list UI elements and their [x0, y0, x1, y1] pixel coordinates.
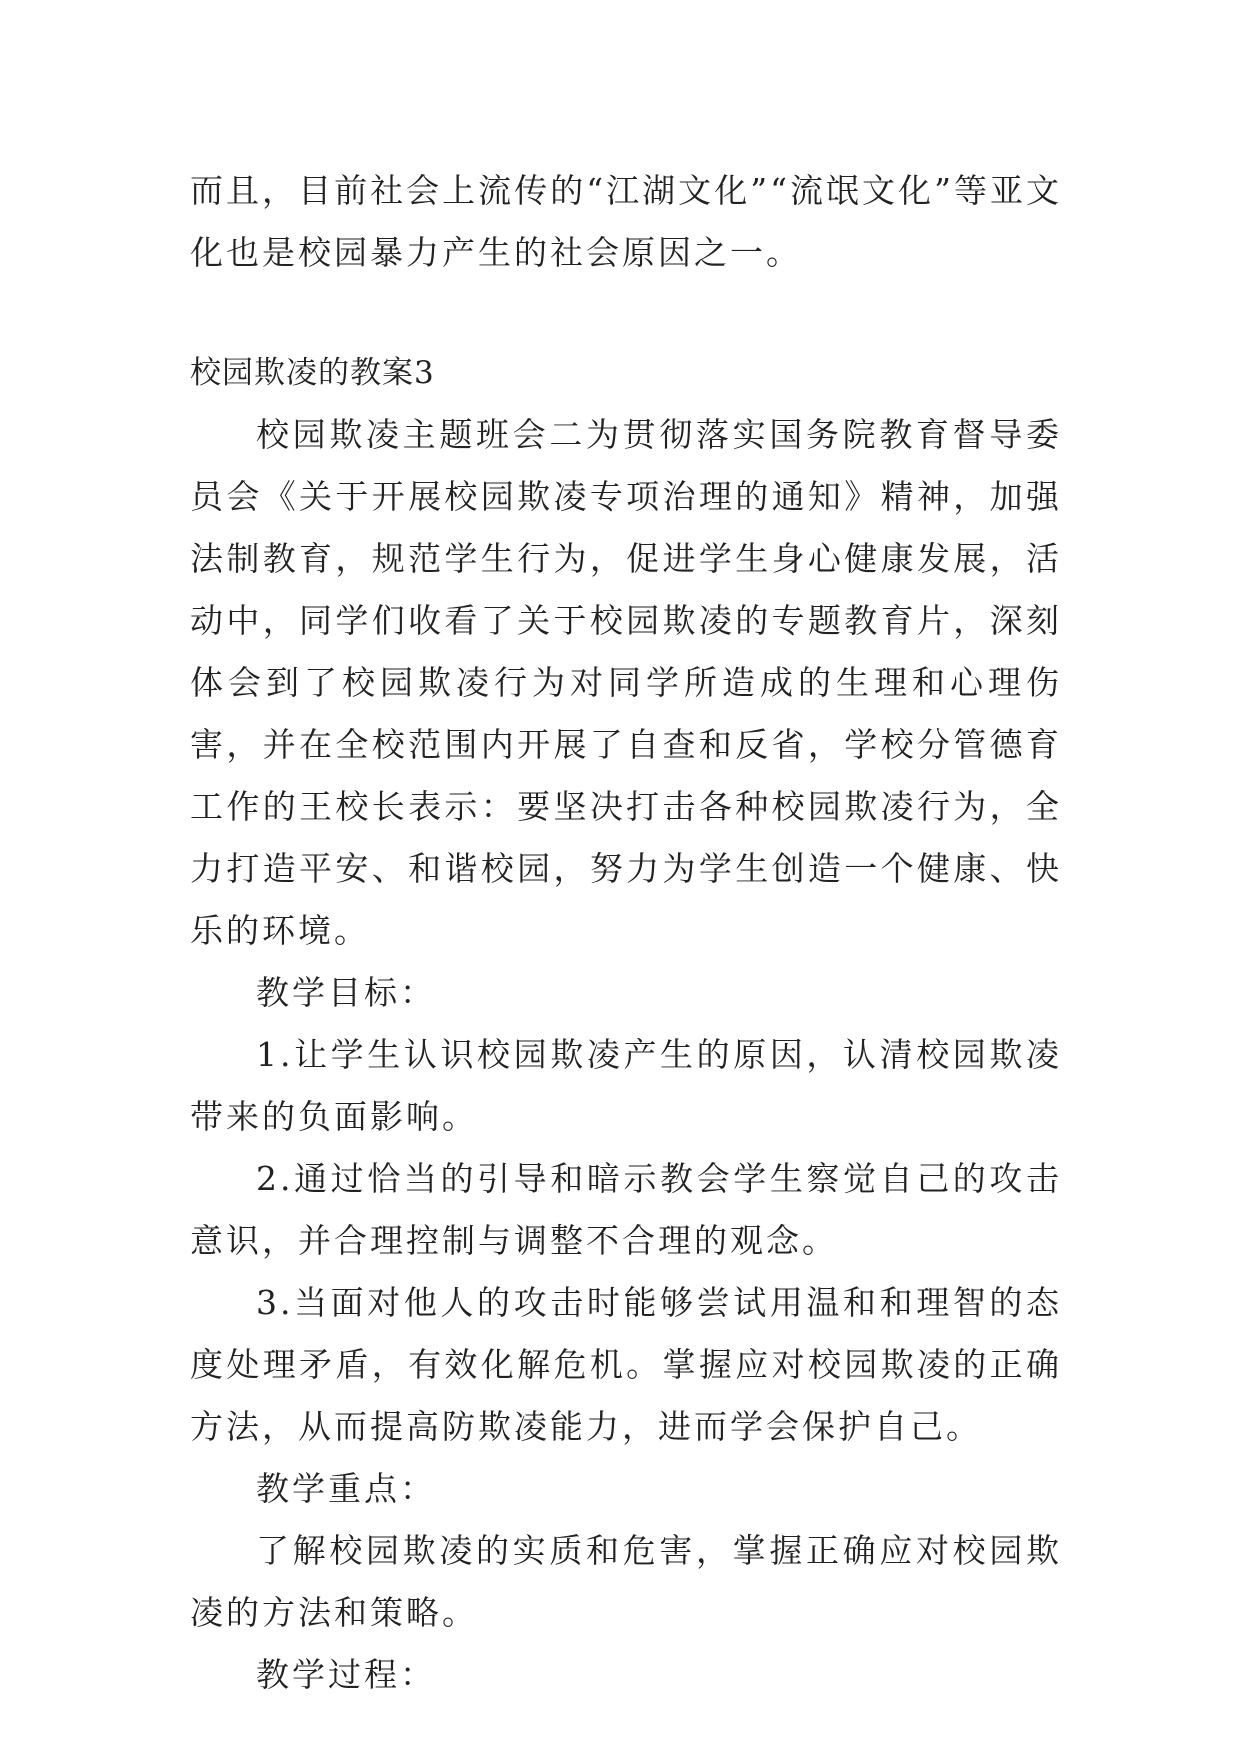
key-points-text: 了解校园欺凌的实质和危害，掌握正确应对校园欺凌的方法和策略。: [190, 1531, 1062, 1632]
process-label: 教学过程：: [256, 1655, 436, 1694]
objective-item-1: 1.让学生认识校园欺凌产生的原因，认清校园欺凌带来的负面影响。: [190, 1035, 1062, 1136]
section-title: 校园欺凌的教案3: [190, 355, 435, 391]
objective-item-2: 2.通过恰当的引导和暗示教会学生察觉自己的攻击意识，并合理控制与调整不合理的观念。: [190, 1159, 1062, 1260]
intro-paragraph: 校园欺凌主题班会二为贯彻落实国务院教育督导委员会《关于开展校园欺凌专项治理的通知》精神，加强法制教育，规范学生行为，促进学生身心健康发展，活动中，同学们收看了关于校园欺凌的专题教育片，深刻体会到了校园欺凌行为对同学所造成的生理和心理伤害，并在全校范围内开展了自查和反省，学校分管德育工作的王校长表示：要坚决打击各种校园欺凌行为，全力打造平安、和谐校园，努力为学生创造一个健康、快乐的环境。: [190, 415, 1062, 950]
continued-paragraph: 而且，目前社会上流传的“江湖文化”“流氓文化”等亚文化也是校园暴力产生的社会原因之一。: [190, 171, 1062, 272]
objective-item-3: 3.当面对他人的攻击时能够尝试用温和和理智的态度处理矛盾，有效化解危机。掌握应对校园欺凌的正确方法，从而提高防欺凌能力，进而学会保护自己。: [190, 1283, 1062, 1446]
document-body: [190, 160, 1062, 1706]
objectives-label: 教学目标：: [256, 973, 436, 1012]
key-points-label: 教学重点：: [256, 1469, 436, 1508]
